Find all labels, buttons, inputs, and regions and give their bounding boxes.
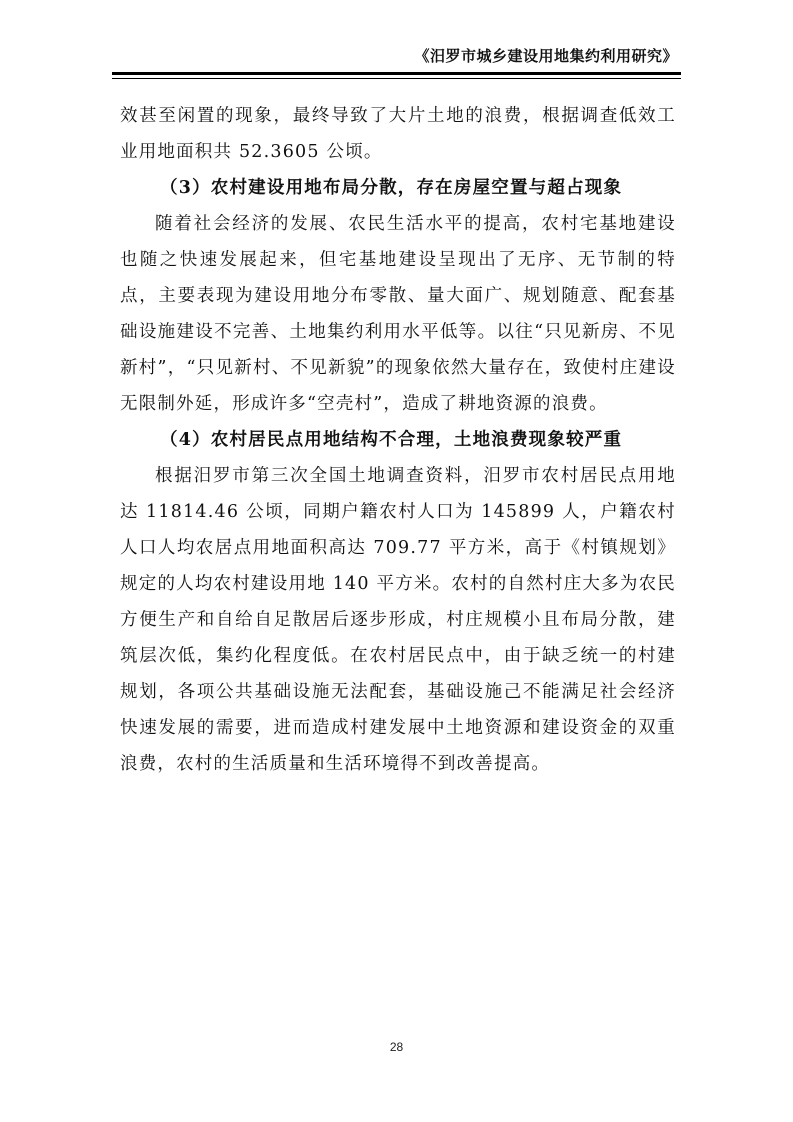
body-text (120, 98, 676, 782)
header-rule-thin (112, 78, 681, 79)
section-heading-3: （3）农村建设用地布局分散，存在房屋空置与超占现象 (160, 178, 623, 198)
section-heading-4: （4）农村居民点用地结构不合理，土地浪费现象较严重 (160, 430, 623, 450)
paragraph-rural-settlement: 根据汨罗市第三次全国土地调查资料，汨罗市农村居民点用地达 11814.46 公顷，同期户籍农村人口为 145899 人，户籍农村人口人均农居点用地面积高达 709.77 平方米，高于《村镇规划》规定的人均农村建设用地 140 平方米。农村的自然村庄大多为农民方便生产和自给自足散居后逐步形成，村庄规模小且布局分散，建筑层次低，集约化程度低。在农村居民点中，由于缺乏统一的村建规划，各项公共基础设施无法配套，基础设施己不能满足社会经济快速发展的需要，进而造成村建发展中土地资源和建设资金的双重浪费，农村的生活质量和生活环境得不到改善提高。 (120, 466, 676, 774)
paragraph-continued: 效甚至闲置的现象，最终导致了大片土地的浪费，根据调查低效工业用地面积共 52.3605 公顷。 (120, 106, 676, 162)
paragraph-rural-layout: 随着社会经济的发展、农民生活水平的提高，农村宅基地建设也随之快速发展起来，但宅基地建设呈现出了无序、无节制的特点，主要表现为建设用地分布零散、量大面广、规划随意、配套基础设施建设不完善、土地集约利用水平低等。以往“只见新房、不见新村”，“只见新村、不见新貌”的现象依然大量存在，致使村庄建设无限制外延，形成许多“空壳村”，造成了耕地资源的浪费。 (120, 214, 676, 414)
page-number: 28 (389, 1040, 404, 1054)
running-header-title: 《汨罗市城乡建设用地集约利用研究》 (414, 47, 678, 65)
header-rule-thick (112, 72, 681, 75)
